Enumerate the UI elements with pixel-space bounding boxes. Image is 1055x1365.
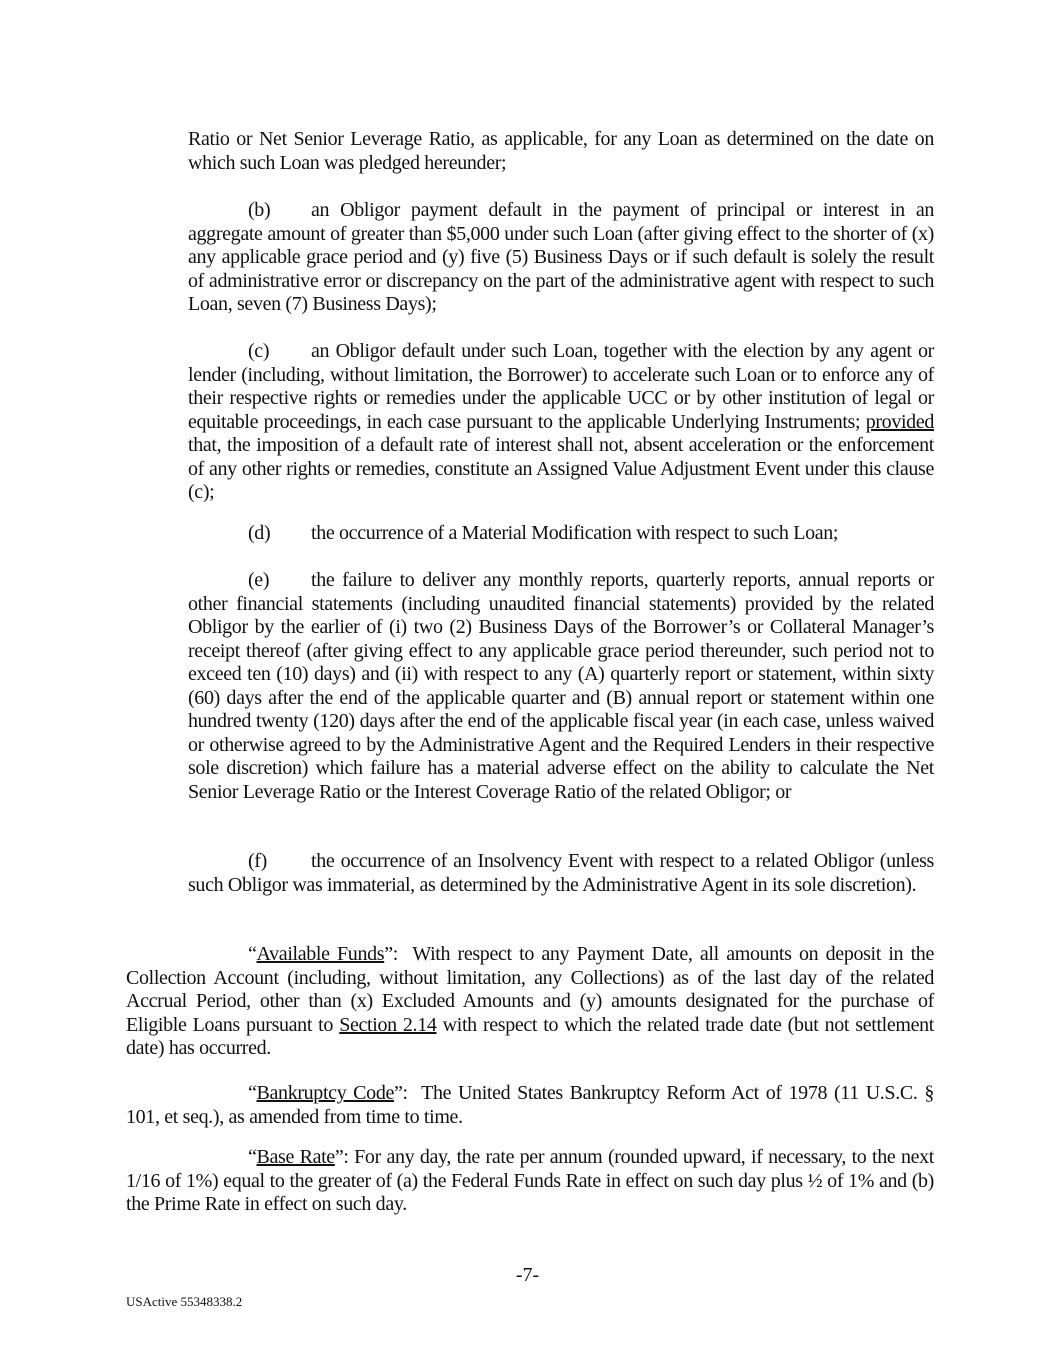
clause-d: [188, 522, 934, 546]
definition-base-rate: “Base Rate”: For any day, the rate per annum (rounded upward, if necessary, to the next 1/16 of 1%) equal to the greater of (a) the Federal Funds Rate in effect on such day plus ½ of 1% and (b) the Prime Rate in effect on such day.: [126, 1146, 934, 1215]
clause-label: (f): [248, 850, 267, 872]
clause-text: an Obligor default under such Loan, together with the election by any agent or lender (including, without limitation, the Borrower) to accelerate such Loan or to enforce any of their respective rights or remedies under the applicable UCC or by other institution of legal or equitable proceedings, in each case pursuant to the applicable Underlying Instruments;: [188, 340, 934, 433]
definition-bankruptcy-code: “Bankruptcy Code”: The United States Bankruptcy Reform Act of 1978 (11 U.S.C. § 101, et seq.), as amended from time to time.: [126, 1082, 934, 1128]
document-id: USActive 55348338.2: [126, 1294, 243, 1309]
page-number: -7-: [515, 1264, 540, 1286]
definition-text: With respect to any Payment Date, all amounts on deposit in the Collection Account (including, without limitation, any Collections) as of the last day of the related Accrual Period, other than (x) Excluded Amounts and (y) amounts designated for the purchase of Eligible Loans pursuant to: [126, 943, 934, 1036]
clause-text: the failure to deliver any monthly reports, quarterly reports, annual reports or other financial statements (including unaudited financial statements) provided by the related Obligor by the earlier of (i) two (2) Business Days of the Borrower’s or Collateral Manager’s receipt thereof (after giving effect to any applicable grace period thereunder, such period not to exceed ten (10) days) and (ii) with respect to any (A) quarterly report or statement, within sixty (60) days after the end of the applicable quarter and (B) annual report or statement within one hundred twenty (120) days after the end of the applicable fiscal year (in each case, unless waived or otherwise agreed to by the Administrative Agent and the Required Lenders in their respective sole discretion) which failure has a material adverse effect on the ability to calculate the Net Senior Leverage Ratio or the Interest Coverage Ratio of the related Obligor; or: [188, 569, 934, 803]
definition-text: The United States Bankruptcy Reform Act of 1978 (11 U.S.C. § 101, et seq.), as amended from time to time.: [126, 1082, 934, 1128]
paragraph-text: Ratio or Net Senior Leverage Ratio, as applicable, for any Loan as determined on the date on which such Loan was pledged hereunder;: [188, 128, 934, 174]
defined-term: Bankruptcy Code: [256, 1082, 395, 1104]
definition-available-funds: “Available Funds”: With respect to any Payment Date, all amounts on deposit in the Collection Account (including, without limitation, any Collections) as of the last day of the related Accrual Period, other than (x) Excluded Amounts and (y) amounts designated for the purchase of Eligible Loans pursuant to Section 2.14 with respect to which the related trade date (but not settlement date) has occurred.: [126, 943, 934, 1059]
clause-label: (b): [248, 199, 271, 221]
defined-term: Base Rate: [256, 1146, 335, 1168]
definition-text: For any day, the rate per annum (rounded upward, if necessary, to the next 1/16 of 1%) equal to the greater of (a) the Federal Funds Rate in effect on such day plus ½ of 1% and (b) the Prime Rate in effect on such day.: [126, 1146, 934, 1215]
clause-f: [188, 850, 934, 897]
clause-text: an Obligor payment default in the payment of principal or interest in an aggregate amount of greater than $5,000 under such Loan (after giving effect to the shorter of (x) any applicable grace period and (y) five (5) Business Days or if such default is solely the result of administrative error or discrepancy on the part of the administrative agent with respect to such Loan, seven (7) Business Days);: [188, 199, 934, 315]
definition-text-continued: with respect to which the related trade date (but not settlement date) has occurred.: [126, 1013, 934, 1059]
clause-label: (c): [248, 340, 270, 362]
section-reference: Section 2.14: [339, 1013, 437, 1036]
clause-e: [188, 569, 934, 804]
clause-text: the occurrence of a Material Modification with respect to such Loan;: [311, 522, 839, 544]
clause-label: (d): [248, 522, 271, 544]
clause-text-continued: that, the imposition of a default rate of interest shall not, absent acceleration or the enforcement of any other rights or remedies, constitute an Assigned Value Adjustment Event under this clause (c);: [188, 434, 934, 503]
defined-term: Available Funds: [256, 943, 385, 965]
paragraph-continuation: [188, 128, 934, 175]
clause-b: [188, 199, 934, 317]
clause-text: the occurrence of an Insolvency Event with respect to a related Obligor (unless such Obligor was immaterial, as determined by the Administrative Agent in its sole discretion).: [188, 850, 934, 896]
clause-c: [188, 340, 934, 505]
provided-term: provided: [865, 410, 934, 433]
clause-label: (e): [248, 569, 270, 591]
